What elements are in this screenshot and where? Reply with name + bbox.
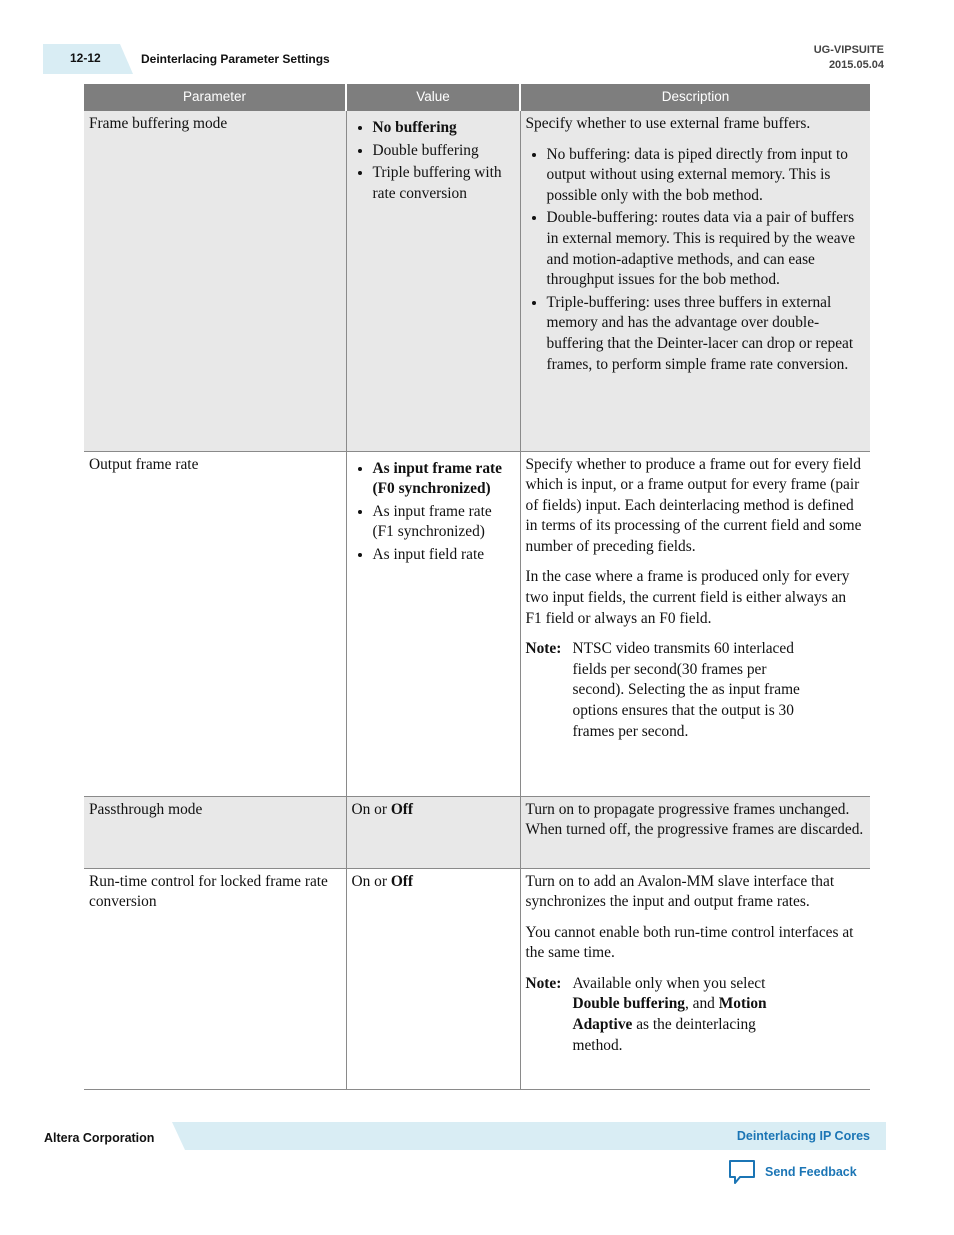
parameter-table [84,84,870,1090]
param-values: On or Off [346,868,520,1089]
param-description [520,868,870,1089]
table-row [84,111,870,451]
company-name: Altera Corporation [44,1131,155,1145]
column-header-description: Description [520,84,870,111]
value-list [352,118,514,204]
note [526,974,865,1056]
send-feedback-link[interactable] [727,1158,857,1186]
table-row [84,868,870,1089]
value-option: • As input field rate [373,545,514,566]
param-values [346,451,520,796]
send-feedback-label: Send Feedback [765,1165,857,1179]
value-list [352,459,514,566]
note-label: Note: [525,974,562,992]
table-row [84,796,870,868]
column-header-parameter: Parameter [84,84,346,111]
table-header-row [84,84,870,111]
description-item: • Triple-buffering: uses three buffers in external memory and has the advantage over double-buffering that the Deinter-lacer can drop or repeat frames, to perform simple frame rate conversion. [547,293,865,375]
description-item: • Double-buffering: routes data via a pair of buffers in external memory. This is required by the weave and motion-adaptive methods, and can ease throughput issues for the bob method. [547,208,865,290]
param-values [346,111,520,451]
value-option: • Triple buffering with rate conversion [373,163,514,204]
note-label: Note: [525,640,562,658]
description-text: Turn on to add an Avalon-MM slave interface that synchronizes the input and output frame rates. [525,872,835,911]
description-item: • No buffering: data is piped directly from input to output without using external memory. This is possible only with the bob method. [547,145,865,207]
section-title: Deinterlacing Parameter Settings [141,52,330,66]
doc-title-link[interactable]: Deinterlacing IP Cores [736,1129,870,1143]
description-text: Specify whether to use external frame buffers. [525,115,811,132]
param-name: Passthrough mode [84,796,346,868]
note [526,639,865,742]
param-description: Turn on to propagate progressive frames unchanged. When turned off, the progressive frames are discarded. [520,796,870,868]
value-option: • As input frame rate (F0 synchronized) [373,459,514,500]
doc-date: 2015.05.04 [828,59,884,71]
param-name: Output frame rate [84,451,346,796]
value-option: • Double buffering [373,141,514,162]
param-values: On or Off [346,796,520,868]
table-row [84,451,870,796]
note-text: Available only when you select Double buffering, and Motion Adaptive as the deinterlacing method. [572,974,767,1054]
description-list [526,145,865,376]
param-name: Frame buffering mode [84,111,346,451]
description-text: You cannot enable both run-time control interfaces at the same time. [525,923,854,962]
note-text: NTSC video transmits 60 interlaced fields per second(30 frames per second). Selecting the as input frame options ensures that the output is 30 frames per second. [572,640,800,740]
doc-id: UG-VIPSUITE [813,44,884,56]
column-header-value: Value [346,84,520,111]
param-description [520,451,870,796]
param-name: Run-time control for locked frame rate conversion [84,868,346,1089]
page-number: 12-12 [70,51,101,65]
param-description [520,111,870,451]
value-option: • As input frame rate (F1 synchronized) [373,502,514,543]
speech-bubble-icon [727,1158,757,1186]
description-text: Specify whether to produce a frame out for every field which is input, or a frame output for every frame (pair of fields) input. Each deinterlacing method is defined in terms of its processing of the current field and some number of preceding fields. [525,455,862,555]
description-text: In the case where a frame is produced only for every two input fields, the current field is either always an F1 field or always an F0 field. [525,568,850,627]
value-option: • No buffering [373,118,514,139]
doc-info [814,43,884,73]
